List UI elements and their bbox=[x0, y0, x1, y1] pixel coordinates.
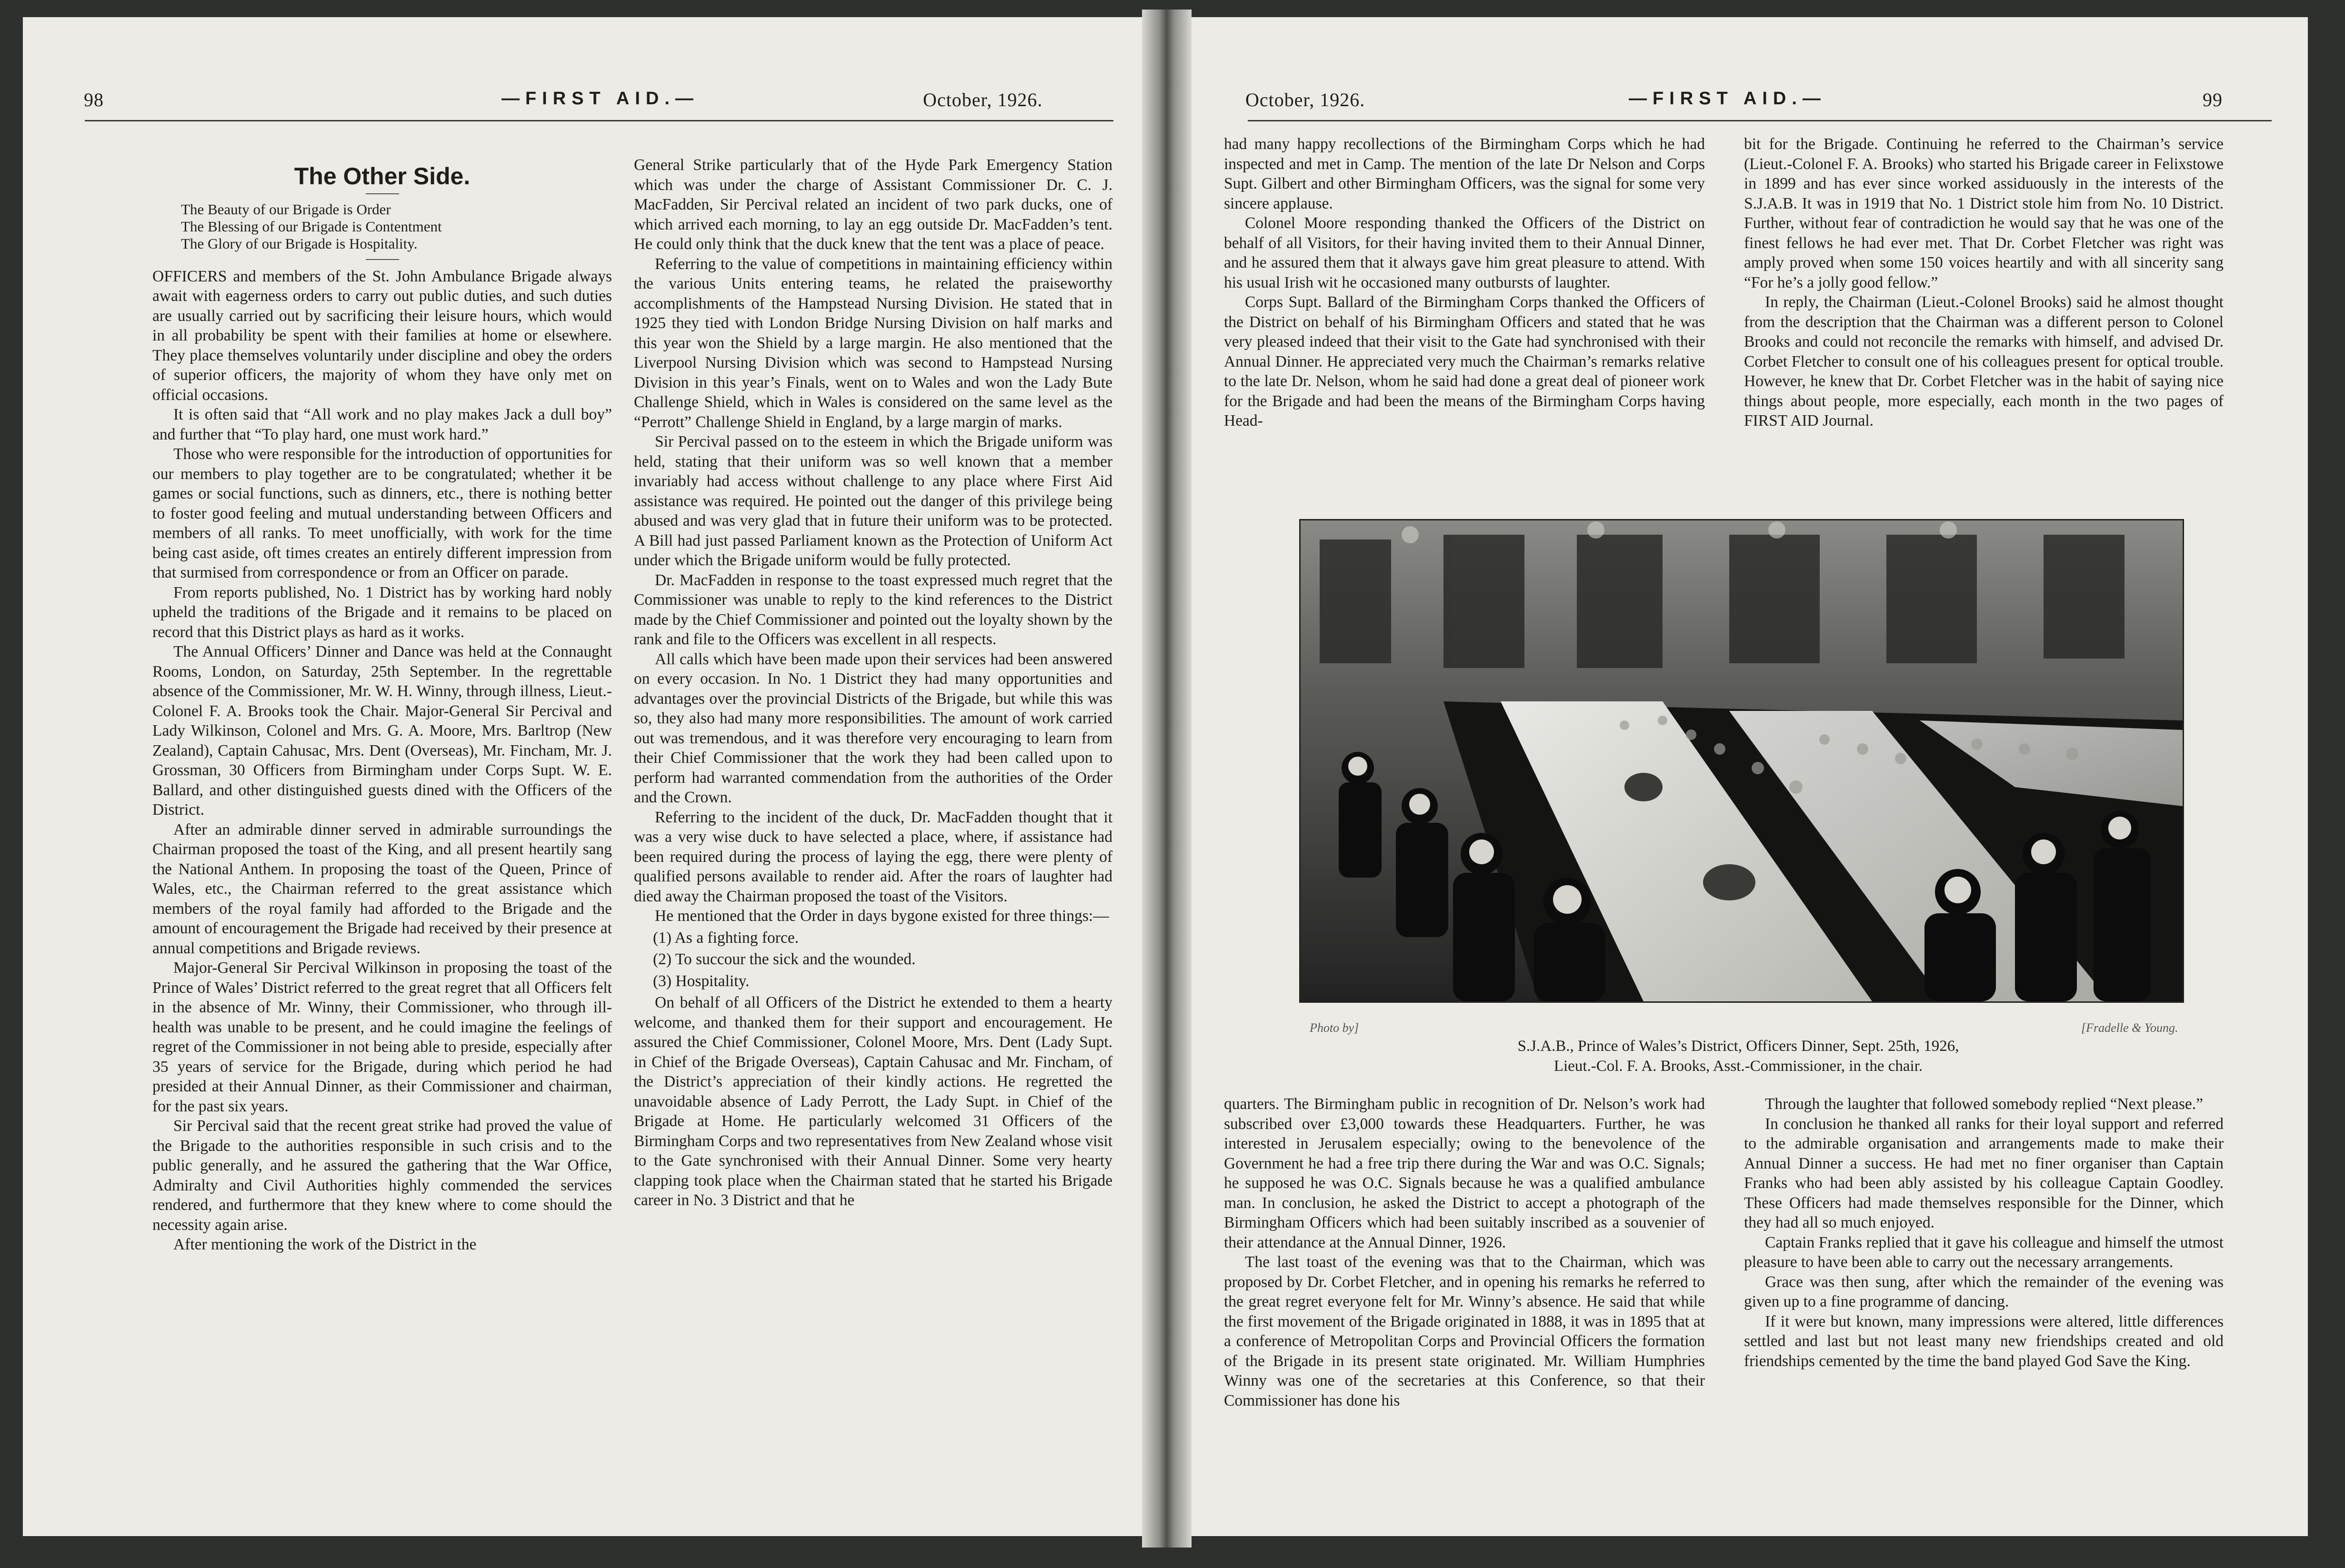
right-page-number: 99 bbox=[2203, 89, 2223, 110]
article-paragraph: Dr. MacFadden in response to the toast expressed much regret that the Commissioner was unable to reply to the kind references to the District made by the Chief Commissioner and pointed out the loyalty shown by the rank and file to the Officers was excellent in all respects. bbox=[634, 571, 1112, 648]
photo-caption bbox=[1272, 1036, 2205, 1076]
article-paragraph: bit for the Brigade. Continuing he referred to the Chairman’s service (Lieut.-Colonel F. A. Brooks) who started his Brigade career in Felixstowe in 1899 and has ever since worked assiduously in the interests of the S.J.A.B. It was in 1919 that No. 1 District stole him from No. 10 District. Further, without fear of contradiction he would say that he was one of the finest fellows he had ever met. That Dr. Corbet Fletcher was right was amply proved when some 150 voices heartily and with all sincerity sang “For he’s a jolly good fellow.” bbox=[1744, 135, 2224, 291]
left-header-rule bbox=[85, 120, 1113, 121]
article-paragraph: If it were but known, many impressions were altered, little differences settled and last but not least many new friendships created and old friendships cemented by the time the band played God Save the King. bbox=[1744, 1312, 2224, 1370]
article-paragraph: All calls which have been made upon their services had been answered on every occasion. In No. 1 District they had many opportunities and advantages over the provincial Districts of the Brigade, but while this was so, they also had many more responsibilities. The amount of work carried out was tremendous, and it was therefore very encouraging to learn from their Chief Commissioner that the work they had been called upon to perform had warranted commendation from the authorities of the Order and the Crown. bbox=[634, 650, 1112, 806]
right-column-2-top bbox=[1744, 134, 2224, 431]
right-column-1-top bbox=[1224, 134, 1705, 431]
article-paragraph: In conclusion he thanked all ranks for their loyal support and referred to the admirable organisation and arrangements made to make their Annual Dinner a success. He had met no finer organiser than Captain Franks who had been ably assisted by his colleague Captain Goodley. These Officers had made themselves responsible for the Dinner, which they had all so much enjoyed. bbox=[1744, 1115, 2224, 1231]
right-header-rule bbox=[1248, 120, 2272, 121]
photo-credit-left: Photo by] bbox=[1310, 1021, 1359, 1035]
left-date: October, 1926. bbox=[923, 89, 1043, 110]
article-paragraph: In reply, the Chairman (Lieut.-Colonel Brooks) said he almost thought from the description that the Chairman was a different person to Colonel Brooks and could not reconcile the remarks with himself, and advised Dr. Corbet Fletcher to consult one of his colleagues present for optical trouble. However, he knew that Dr. Corbet Fletcher was in the habit of saying nice things about people, more especially, each month in the two pages of FIRST AID Journal. bbox=[1744, 293, 2224, 429]
motto-line: The Blessing of our Brigade is Contentment bbox=[181, 218, 442, 235]
motto-divider bbox=[366, 259, 399, 260]
article-paragraph: quarters. The Birmingham public in recognition of Dr. Nelson’s work had subscribed over £3,000 towards these Headquarters. Further, he was interested in Jerusalem especially; owing to the benevolence of the Government he had a free trip there during the War and was O.C. Signals; he supposed he was O.C. Signals because he was a qualified ambulance man. In conclusion, he asked the District to accept a photograph of the Birmingham Officers which had been suitably inscribed as a souvenier of their attendance at the Annual Dinner, 1926. bbox=[1224, 1095, 1705, 1251]
article-paragraph: OFFICERS and members of the St. John Ambulance Brigade always await with eagerness orders to carry out public duties, and such duties are usually carried out by sacrificing their leisure hours, which would in all probability be spent with their families at home or elsewhere. They place themselves voluntarily under discipline and obey the orders of superior officers, the majority of whom they have only met on official occasions. bbox=[152, 267, 612, 404]
article-motto bbox=[152, 201, 612, 252]
left-page-number: 98 bbox=[84, 89, 104, 110]
left-column-2 bbox=[634, 155, 1112, 1210]
article-paragraph: Sir Percival said that the recent great strike had proved the value of the Brigade to the authorities responsible in such crisis and to the public generally, and he assured the gathering that the War Office, Admiralty and Civil Authorities highly commended the services rendered, and furthermore that they knew where to come should the necessity again arise. bbox=[152, 1117, 612, 1234]
photo-credit-right: [Fradelle & Young. bbox=[2081, 1021, 2178, 1035]
caption-line-1: S.J.A.B., Prince of Wales’s District, Officers Dinner, Sept. 25th, 1926, bbox=[1517, 1038, 1959, 1055]
left-page bbox=[23, 17, 1156, 1536]
article-paragraph: Major-General Sir Percival Wilkinson in proposing the toast of the Prince of Wales’ District referred to the great regret that all Officers felt in the absence of Mr. Winny, their Commissioner, who through ill-health was unable to be present, and he could imagine the feelings of regret of the Commissioner in not being able to preside, especially after 35 years of service for the Brigade, during which period he had presided at their Annual Dinner, as their Commissioner and chairman, for the past six years. bbox=[152, 959, 612, 1115]
title-divider bbox=[366, 193, 399, 194]
article-paragraph: Referring to the incident of the duck, Dr. MacFadden thought that it was a very wise duck to have selected a place, where, if assistance had been required during the process of laying the egg, there were plenty of qualified persons available to render aid. After the roars of laughter had died away the Chairman proposed the toast of the Visitors. bbox=[634, 808, 1112, 905]
book-gutter bbox=[1142, 10, 1192, 1548]
article-paragraph: had many happy recollections of the Birmingham Corps which he had inspected and met in Camp. The mention of the late Dr Nelson and Corps Supt. Gilbert and other Birmingham Officers, was the signal for some very sincere applause. bbox=[1224, 135, 1705, 212]
article-paragraph: Referring to the value of competitions in maintaining efficiency within the various Units entering teams, he related the praiseworthy accomplishments of the Hampstead Nursing Division. He stated that in 1925 they tied with London Bridge Nursing Division on half marks and this year won the Shield by a large margin. He also mentioned that the Liverpool Nursing Division which was second to Hampstead Nursing Division in this year’s Finals, went on to Wales and won the Lady Bute Challenge Shield, which in Wales is considered on the same level as the “Perrott” Challenge Shield in England, by a large margin of marks. bbox=[634, 255, 1112, 431]
right-column-1-bottom bbox=[1224, 1094, 1705, 1410]
article-paragraph: Sir Percival passed on to the esteem in which the Brigade uniform was held, stating that their uniform was so well known that a member invariably had access without challenge to any place where First Aid assistance was required. He pointed out the danger of this privilege being abused and was very glad that in future their uniform was to be protected. A Bill had just passed Parliament known as the Protection of Uniform Act under which the Brigade uniform would be fully protected. bbox=[634, 433, 1112, 569]
left-column-1 bbox=[152, 160, 612, 1255]
dinner-photo-image bbox=[1301, 520, 2183, 1001]
article-paragraph: Captain Franks replied that it gave his colleague and himself the utmost pleasure to have been able to carry out the necessary arrangements. bbox=[1744, 1233, 2224, 1271]
list-item: (2) To succour the sick and the wounded. bbox=[653, 950, 916, 968]
article-paragraph: On behalf of all Officers of the District he extended to them a hearty welcome, and thanked them for their support and encouragement. He assured the Chief Commissioner, Colonel Moore, Mrs. Dent (Lady Supt. in Chief of the Brigade Overseas), Captain Cahusac and Mr. Fincham, of the District’s appreciation of their kindly actions. He regretted the unavoidable absence of Lady Perrott, the Lady Supt. in Chief of the Brigade at Home. He particularly welcomed 31 Officers of the Birmingham Corps and two representatives from New Zealand whose visit to the Gate synchronised with their Annual Dinner. Some very hearty clapping took place when the Chairman stated that he started his Brigade career in No. 3 District and that he bbox=[634, 994, 1112, 1209]
article-paragraph: Through the laughter that followed somebody replied “Next please.” bbox=[1765, 1095, 2204, 1113]
right-column-2-bottom bbox=[1744, 1094, 2224, 1371]
article-paragraph: Grace was then sung, after which the remainder of the evening was given up to a fine programme of dancing. bbox=[1744, 1273, 2224, 1310]
caption-line-2: Lieut.-Col. F. A. Brooks, Asst.-Commissioner, in the chair. bbox=[1553, 1058, 1923, 1075]
dinner-photograph bbox=[1299, 519, 2184, 1003]
article-paragraph: The last toast of the evening was that to the Chairman, which was proposed by Dr. Corbet Fletcher, and in opening his remarks he referred to the great regret everyone felt for Mr. Winny’s absence. He said that while the first movement of the Brigade originated in 1888, it was in 1895 that at a conference of Metropolitan Corps and Provincial Officers the formation of the Brigade in its present state originated. Mr. William Humphries Winny was one of the secretaries at this Conference, so that their Commissioner has done his bbox=[1224, 1253, 1705, 1409]
article-paragraph: From reports published, No. 1 District has by working hard nobly upheld the traditions of the Brigade and it remains to be placed on record that this District plays as hard as it works. bbox=[152, 583, 612, 641]
article-paragraph: Colonel Moore responding thanked the Officers of the District on behalf of all Visitors, for their having invited them to their Annual Dinner, and he assured them that it always gave him great pleasure to attend. With his usual Irish wit he occasioned many outbursts of laughter. bbox=[1224, 214, 1705, 291]
article-paragraph: General Strike particularly that of the Hyde Park Emergency Station which was under the charge of Assistant Commissioner Dr. C. J. MacFadden, Sir Percival related an incident of two park ducks, one of which arrived each morning, to lay an egg outside Dr. MacFadden’s tent. He could only think that the duck knew that the tent was a place of peace. bbox=[634, 156, 1112, 253]
article-paragraph: He mentioned that the Order in days bygone existed for three things:— bbox=[655, 907, 1109, 925]
right-journal-title: —FIRST AID.— bbox=[1629, 89, 1826, 109]
article-paragraph: After mentioning the work of the District in the bbox=[173, 1236, 477, 1253]
motto-line: The Beauty of our Brigade is Order bbox=[181, 200, 391, 218]
article-paragraph: It is often said that “All work and no play makes Jack a dull boy” and further that “To play hard, one must work hard.” bbox=[152, 406, 612, 443]
list-item: (1) As a fighting force. bbox=[653, 929, 799, 947]
article-paragraph: Corps Supt. Ballard of the Birmingham Corps thanked the Officers of the District on behalf of his Birmingham Officers and stated that he was very pleased indeed that their visit to the Gate had synchronised with their Annual Dinner. He appreciated very much the Chairman’s remarks relative to the late Dr. Nelson, whom he said had done a great deal of pioneer work for the Brigade and had been the means of the Birmingham Corps having Head- bbox=[1224, 293, 1705, 429]
right-date: October, 1926. bbox=[1245, 89, 1365, 110]
list-item: (3) Hospitality. bbox=[653, 972, 750, 990]
left-journal-title: —FIRST AID.— bbox=[501, 89, 699, 109]
article-paragraph: The Annual Officers’ Dinner and Dance was held at the Connaught Rooms, London, on Saturday, 25th September. In the regrettable absence of the Commissioner, Mr. W. H. Winny, through illness, Lieut.-Colonel F. A. Brooks took the Chair. Major-General Sir Percival and Lady Wilkinson, Colonel and Mrs. G. A. Moore, Mrs. Barltrop (New Zealand), Captain Cahusac, Mrs. Dent (Overseas), Mr. Fincham, Mr. J. Grossman, 30 Officers from Birmingham under Corps Supt. W. E. Ballard, and other distinguished guests dined with the Officers of the District. bbox=[152, 643, 612, 819]
article-paragraph: After an admirable dinner served in admirable surroundings the Chairman proposed the toast of the King, and all present heartily sang the National Anthem. In proposing the toast of the Queen, Prince of Wales, etc., the Chairman referred to the great assistance which members of the royal family had afforded to the Brigade and the amount of encouragement the Brigade had received by their presence at annual competitions and Brigade reviews. bbox=[152, 820, 612, 957]
article-title: The Other Side. bbox=[294, 163, 471, 190]
article-paragraph: Those who were responsible for the introduction of opportunities for our members to play together are to be congratulated; whether it be games or social functions, such as dinners, etc., there is nothing better to foster good feeling and mutual understanding between Officers and members of all ranks. To meet unofficially, with work for the time being cast aside, oft times creates an entirely different impression from that surmised from correspondence or from an Officer on parade. bbox=[152, 445, 612, 581]
motto-line: The Glory of our Brigade is Hospitality. bbox=[181, 235, 418, 252]
